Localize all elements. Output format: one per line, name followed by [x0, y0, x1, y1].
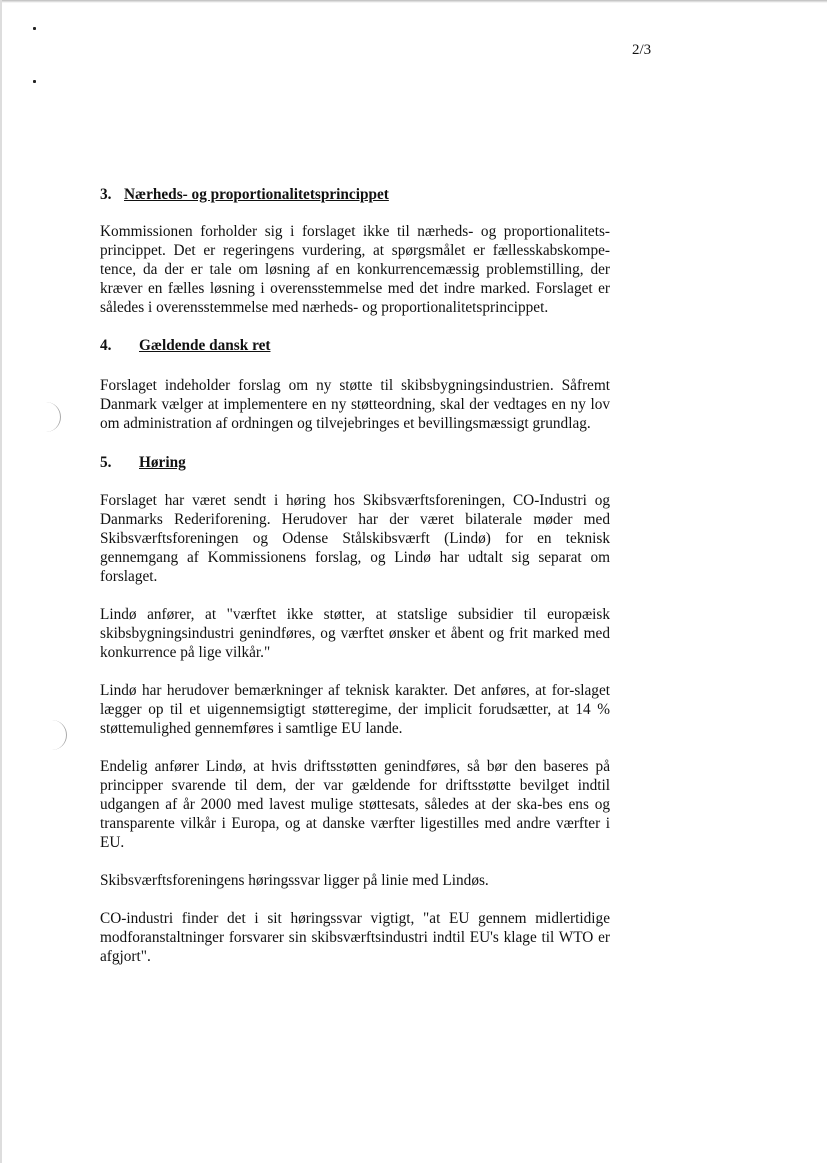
- punch-hole-mark: [48, 720, 67, 750]
- section-title: Nærheds- og proportionalitetsprincippet: [124, 186, 389, 203]
- page-number: 2/3: [632, 42, 652, 58]
- scan-speck: [33, 80, 36, 83]
- paragraph: CO-industri finder det i sit høringssvar vigtigt, "at EU gennem midlertidige modforanstaltninger forsvarer sin skibsværftsindustri indtil EU's klage til WTO er afgjort".: [100, 910, 610, 965]
- punch-hole-mark: [42, 402, 61, 432]
- section-number: 5.: [100, 454, 112, 471]
- paragraph: Lindø har herudover bemærkninger af teknisk karakter. Det anføres, at for-slaget lægger op til et uigennemsigtigt støtteregime, der implicit forudsætter, at 14 % støttemulighed gennemføres i samtlige EU lande.: [100, 682, 610, 737]
- scan-speck: [33, 27, 36, 30]
- section-number: 4.: [100, 337, 112, 354]
- section-title: Høring: [139, 454, 186, 471]
- paragraph: Forslaget har været sendt i høring hos Skibsværftsforeningen, CO-Industri og Danmarks Rederiforening. Herudover har der været bilaterale møder med Skibsværftsforeningen og Odense Stålskibsværft (Lindø) for en teknisk gennemgang af Kommissionens forslag, og Lindø har udtalt sig separat om forslaget.: [100, 492, 610, 585]
- paragraph: Forslaget indeholder forslag om ny støtte til skibsbygningsindustrien. Såfremt Danmark vælger at implementere en ny støtteordning, skal der vedtages en ny lov om administration af ordningen og tilvejebringes et bevillingsmæssigt grundlag.: [100, 377, 610, 432]
- scan-top-edge: [0, 0, 827, 3]
- section-title: Gældende dansk ret: [139, 337, 271, 354]
- paragraph: Endelig anfører Lindø, at hvis driftsstøtten genindføres, så bør den baseres på principper svarende til dem, der var gældende for driftsstøtte bevilget indtil udgangen af år 2000 med lavest mulige støttesats, således at der ska-bes ens og transparente vilkår i Europa, og at danske værfter ligestilles med andre værfter i EU.: [100, 758, 610, 851]
- scan-left-edge: [0, 0, 2, 1163]
- section-heading: [100, 336, 610, 355]
- paragraph: Kommissionen forholder sig i forslaget ikke til nærheds- og proportionalitets-princippet. Det er regeringens vurdering, at spørgsmålet er fællesskabskompe-tence, da der er tale om løsning af en konkurrencemæssig problemstilling, der kræver en fælles løsning i overensstemmelse med det indre marked. Forslaget er således i overensstemmelse med nærheds- og proportionalitetsprincippet.: [100, 223, 610, 316]
- paragraph: Lindø anfører, at "værftet ikke støtter, at statslige subsidier til europæisk skibsbygningsindustri genindføres, og værftet ønsker et åbent og frit marked med konkurrence på lige vilkår.": [100, 606, 610, 661]
- section-heading: [100, 453, 610, 472]
- section-heading: [100, 185, 610, 204]
- document-body: [100, 185, 610, 966]
- section-number: 3.: [100, 186, 112, 203]
- paragraph: Skibsværftsforeningens høringssvar ligger på linie med Lindøs.: [100, 872, 489, 889]
